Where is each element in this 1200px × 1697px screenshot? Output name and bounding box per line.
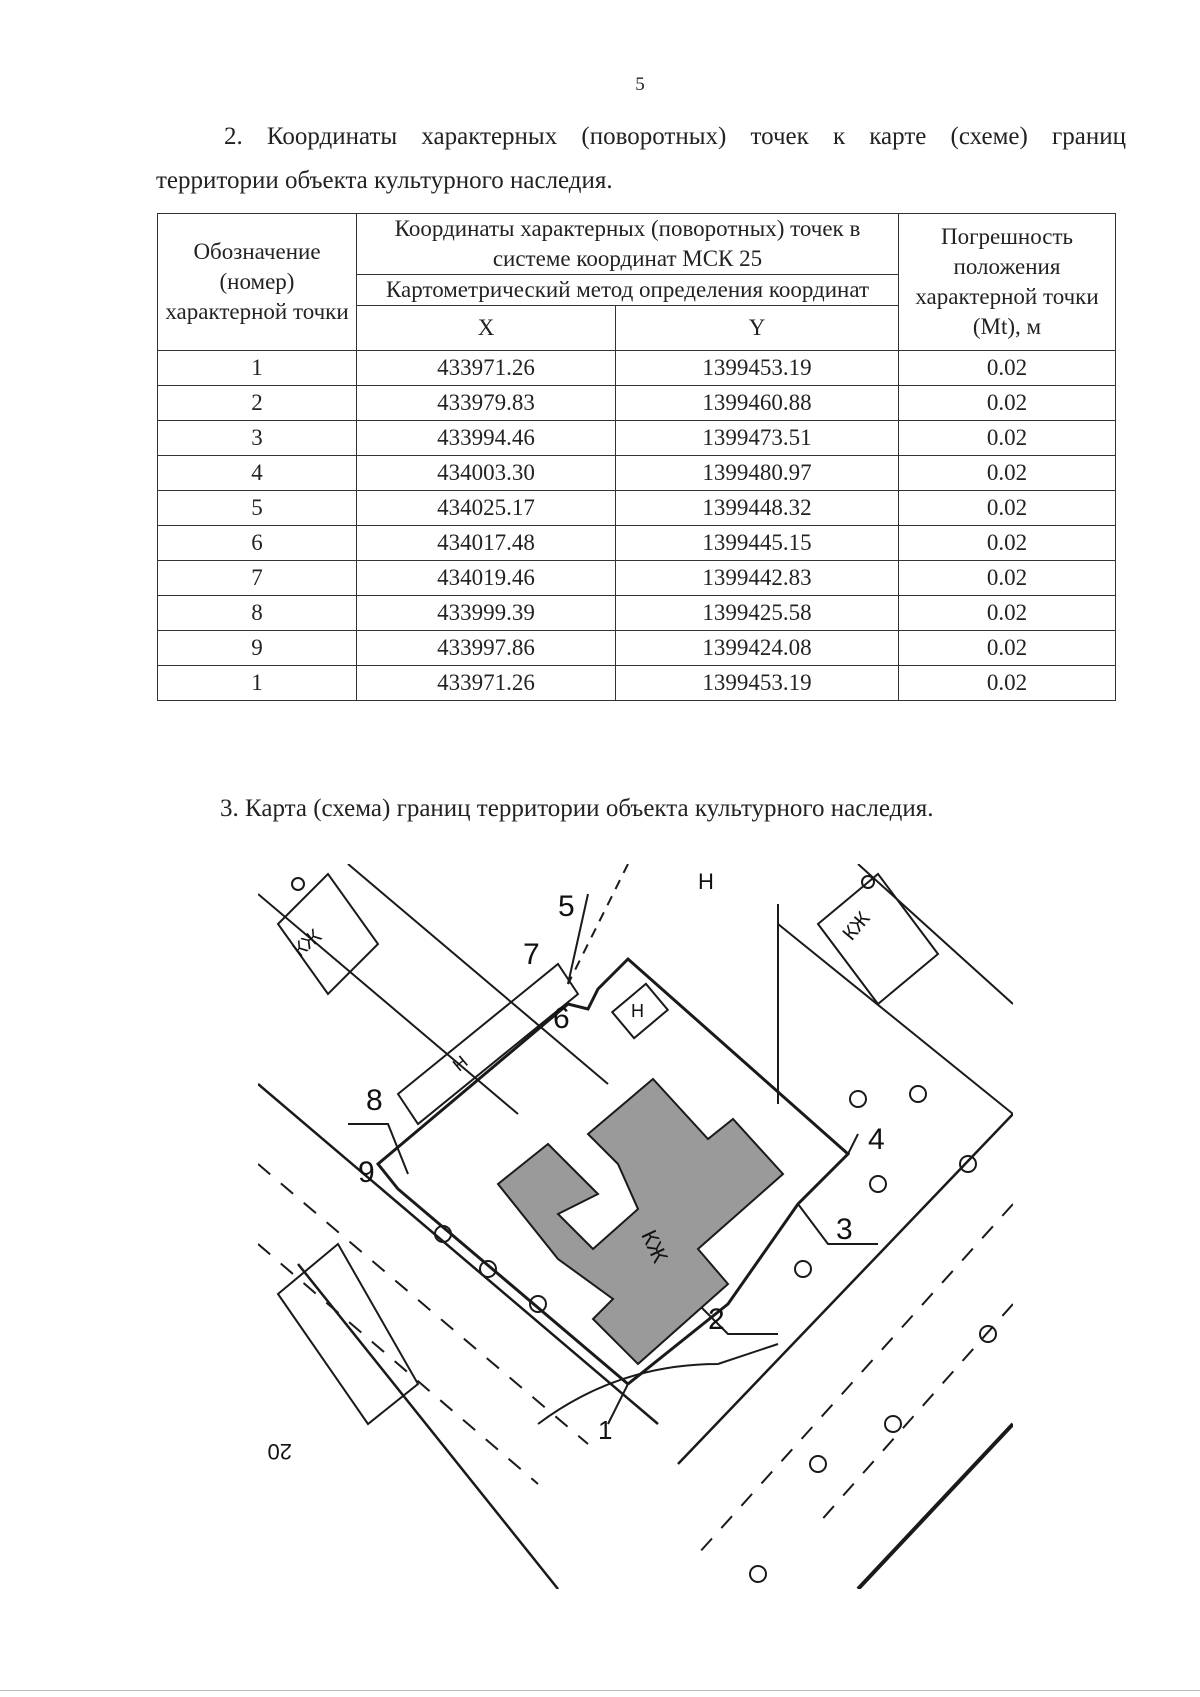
table-row xyxy=(158,596,1116,631)
y-cell: 1399453.19 xyxy=(616,351,899,386)
boundary-map xyxy=(258,864,1013,1589)
section-2-heading xyxy=(156,120,1126,198)
block-label-n-1: Н xyxy=(698,869,714,894)
y-cell: 1399425.58 xyxy=(616,596,899,631)
header-error: Погрешность положения характерной точки (Mt), м xyxy=(899,214,1116,351)
y-cell: 1399460.88 xyxy=(616,386,899,421)
block-label-20: 20 xyxy=(267,1439,292,1464)
point-number-cell: 3 xyxy=(158,421,357,456)
y-cell: 1399448.32 xyxy=(616,491,899,526)
error-cell: 0.02 xyxy=(899,596,1116,631)
table-row xyxy=(158,421,1116,456)
y-cell: 1399480.97 xyxy=(616,456,899,491)
point-label-2: 2 xyxy=(708,1303,725,1336)
table-row xyxy=(158,631,1116,666)
table-row xyxy=(158,386,1116,421)
header-x: X xyxy=(357,306,616,351)
point-number-cell: 2 xyxy=(158,386,357,421)
error-cell: 0.02 xyxy=(899,666,1116,701)
section-3-heading: 3. Карта (схема) границ территории объекта культурного наследия. xyxy=(220,795,934,822)
x-cell: 434025.17 xyxy=(357,491,616,526)
error-cell: 0.02 xyxy=(899,421,1116,456)
table-row xyxy=(158,491,1116,526)
header-y: Y xyxy=(616,306,899,351)
page-number: 5 xyxy=(635,74,645,95)
point-label-7: 7 xyxy=(523,938,540,971)
x-cell: 433979.83 xyxy=(357,386,616,421)
point-number-cell: 7 xyxy=(158,561,357,596)
table-row xyxy=(158,526,1116,561)
table-row xyxy=(158,561,1116,596)
table-row xyxy=(158,456,1116,491)
point-label-1: 1 xyxy=(598,1415,613,1445)
point-number-cell: 5 xyxy=(158,491,357,526)
x-cell: 433999.39 xyxy=(357,596,616,631)
header-coords: Координаты характерных (поворотных) точек в системе координат МСК 25 xyxy=(357,214,899,275)
point-label-3: 3 xyxy=(836,1213,853,1246)
x-cell: 433994.46 xyxy=(357,421,616,456)
point-number-cell: 8 xyxy=(158,596,357,631)
section-2-line-2: территории объекта культурного наследия. xyxy=(156,166,613,194)
y-cell: 1399473.51 xyxy=(616,421,899,456)
point-number-cell: 4 xyxy=(158,456,357,491)
point-number-cell: 9 xyxy=(158,631,357,666)
table-row xyxy=(158,351,1116,386)
building-label: КЖ xyxy=(636,1226,674,1267)
block-label-kzh-2: КЖ xyxy=(838,907,875,945)
error-cell: 0.02 xyxy=(899,526,1116,561)
error-cell: 0.02 xyxy=(899,386,1116,421)
coordinates-table xyxy=(157,213,1116,701)
point-label-4: 4 xyxy=(868,1123,885,1156)
point-number-cell: 6 xyxy=(158,526,357,561)
heritage-building xyxy=(498,1079,783,1364)
block-label-kzh-1: КЖ xyxy=(288,925,327,962)
x-cell: 434003.30 xyxy=(357,456,616,491)
point-label-8: 8 xyxy=(366,1084,383,1117)
x-cell: 434017.48 xyxy=(357,526,616,561)
x-cell: 434019.46 xyxy=(357,561,616,596)
header-method: Картометрический метод определения координат xyxy=(357,275,899,306)
point-number-cell: 1 xyxy=(158,666,357,701)
error-cell: 0.02 xyxy=(899,561,1116,596)
x-cell: 433971.26 xyxy=(357,351,616,386)
y-cell: 1399453.19 xyxy=(616,666,899,701)
header-point: Обозначение (номер) характерной точки xyxy=(158,214,357,351)
page-bottom-rule xyxy=(0,1690,1200,1691)
error-cell: 0.02 xyxy=(899,456,1116,491)
y-cell: 1399442.83 xyxy=(616,561,899,596)
y-cell: 1399445.15 xyxy=(616,526,899,561)
table-row xyxy=(158,666,1116,701)
error-cell: 0.02 xyxy=(899,351,1116,386)
x-cell: 433997.86 xyxy=(357,631,616,666)
x-cell: 433971.26 xyxy=(357,666,616,701)
section-2-line-1: 2. Координаты характерных (поворотных) точек к карте (схеме) границ xyxy=(224,123,1126,150)
error-cell: 0.02 xyxy=(899,631,1116,666)
y-cell: 1399424.08 xyxy=(616,631,899,666)
point-label-6: 6 xyxy=(553,1002,570,1035)
block-label-n-3: Н xyxy=(448,1051,472,1076)
block-label-n-2: Н xyxy=(631,1001,644,1021)
point-label-9: 9 xyxy=(358,1156,375,1189)
point-label-5: 5 xyxy=(558,890,575,923)
point-number-cell: 1 xyxy=(158,351,357,386)
error-cell: 0.02 xyxy=(899,491,1116,526)
